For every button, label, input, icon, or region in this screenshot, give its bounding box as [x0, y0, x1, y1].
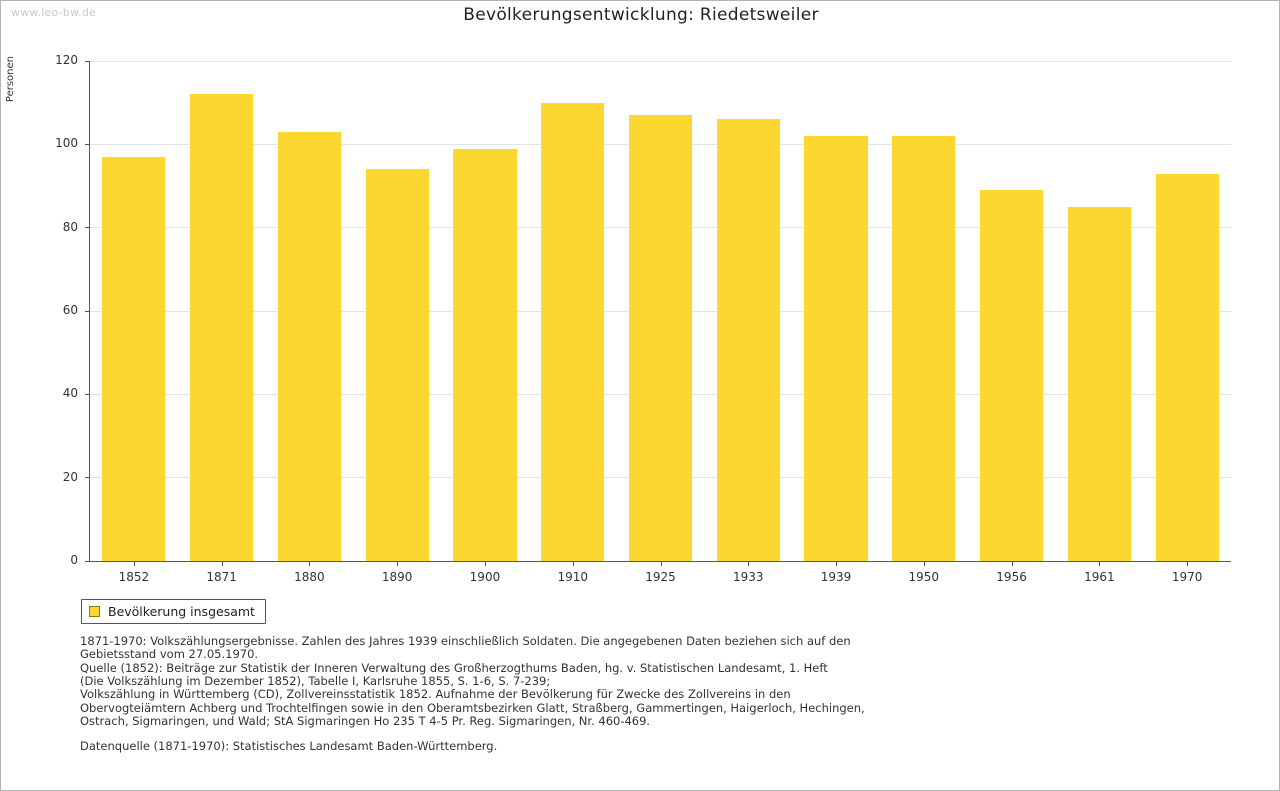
bar[interactable]: [1156, 174, 1219, 562]
plot-area: [55, 53, 1231, 584]
watermark: www.leo-bw.de: [11, 6, 97, 19]
footnotes: [80, 635, 1210, 754]
y-tick-mark: [85, 61, 90, 62]
bar[interactable]: [278, 132, 341, 561]
x-tick-mark: [222, 561, 223, 566]
x-tick-label: 1970: [1171, 570, 1203, 584]
y-tick-mark: [85, 311, 90, 312]
legend-swatch-icon: [89, 606, 100, 617]
bar[interactable]: [892, 136, 955, 561]
footnote-line: Obervogteiämtern Achberg und Trochtelfingen sowie in den Oberamtsbezirken Glatt, Straßberg, Gammertingen, Haigerloch, Hechingen,: [80, 700, 865, 715]
x-tick-mark: [748, 561, 749, 566]
x-tick-mark: [1099, 561, 1100, 566]
x-tick-label: 1890: [381, 570, 413, 584]
chart-title: Bevölkerungsentwicklung: Riedetsweiler: [463, 5, 819, 25]
y-tick-label: 60: [62, 303, 78, 317]
bar[interactable]: [1068, 207, 1131, 561]
y-tick-label: 20: [62, 469, 78, 484]
x-tick-mark: [397, 561, 398, 566]
x-tick-mark: [573, 561, 574, 566]
y-tick-mark: [85, 394, 90, 395]
y-tick-mark: [85, 561, 90, 562]
footnote-line: Quelle (1852): Beiträge zur Statistik der Inneren Verwaltung des Großherzogthums Baden, hg. v. Statistischen Landesamt, 1. Heft: [80, 660, 828, 675]
y-tick-mark: [85, 144, 90, 145]
legend-label: Bevölkerung insgesamt: [108, 604, 255, 619]
x-tick-mark: [661, 561, 662, 566]
x-tick-label: 1950: [908, 570, 940, 584]
y-tick-label: 120: [55, 53, 78, 67]
bar[interactable]: [804, 136, 867, 561]
x-tick-mark: [1012, 561, 1013, 566]
footnote-line: Datenquelle (1871-1970): Statistisches Landesamt Baden-Württemberg.: [80, 739, 498, 754]
x-tick-mark: [924, 561, 925, 566]
footnote-line: Volkszählung in Württemberg (CD), Zollvereinsstatistik 1852. Aufnahme der Bevölkerung für Zwecke des Zollvereins in den: [80, 687, 791, 702]
y-tick-mark: [85, 477, 90, 478]
x-tick-label: 1933: [732, 570, 764, 584]
x-tick-mark: [309, 561, 310, 566]
footnote-line: (Die Volkszählung im Dezember 1852), Tabelle I, Karlsruhe 1855, S. 1-6, S. 7-239;: [80, 673, 551, 688]
bar[interactable]: [717, 119, 780, 561]
footnote-line: Ostrach, Sigmaringen, und Wald; StA Sigmaringen Ho 235 T 4-5 Pr. Reg. Sigmaringen, Nr. 460-469.: [80, 713, 651, 728]
bar[interactable]: [366, 169, 429, 561]
y-tick-label: 100: [55, 136, 78, 151]
y-tick-label: 40: [62, 386, 78, 401]
footnote-line: 1871-1970: Volkszählungsergebnisse. Zahlen des Jahres 1939 einschließlich Soldaten. Die angegebenen Daten beziehen sich auf den: [80, 634, 851, 648]
bar[interactable]: [102, 157, 165, 561]
x-tick-label: 1871: [206, 570, 237, 584]
x-tick-label: 1939: [820, 570, 852, 584]
x-tick-label: 1900: [469, 570, 501, 584]
legend[interactable]: [81, 599, 266, 624]
x-tick-mark: [134, 561, 135, 566]
x-tick-mark: [1187, 561, 1188, 566]
y-axis-label: Personen: [5, 56, 16, 103]
x-tick-label: 1925: [645, 570, 676, 584]
bar[interactable]: [980, 190, 1043, 561]
x-tick-mark: [836, 561, 837, 566]
bar[interactable]: [453, 149, 516, 562]
footnote-line: Gebietsstand vom 27.05.1970.: [80, 647, 259, 662]
bar[interactable]: [190, 94, 253, 561]
y-tick-label: 80: [62, 219, 78, 234]
bar[interactable]: [541, 103, 604, 561]
gridline: [90, 61, 1231, 62]
y-tick-mark: [85, 227, 90, 228]
x-tick-label: 1852: [118, 570, 150, 584]
bar[interactable]: [629, 115, 692, 561]
x-tick-label: 1910: [557, 570, 588, 584]
x-tick-label: 1961: [1084, 570, 1115, 584]
x-tick-label: 1956: [996, 570, 1027, 584]
x-tick-mark: [485, 561, 486, 566]
y-tick-label: 0: [70, 553, 78, 567]
x-tick-label: 1880: [294, 570, 325, 584]
